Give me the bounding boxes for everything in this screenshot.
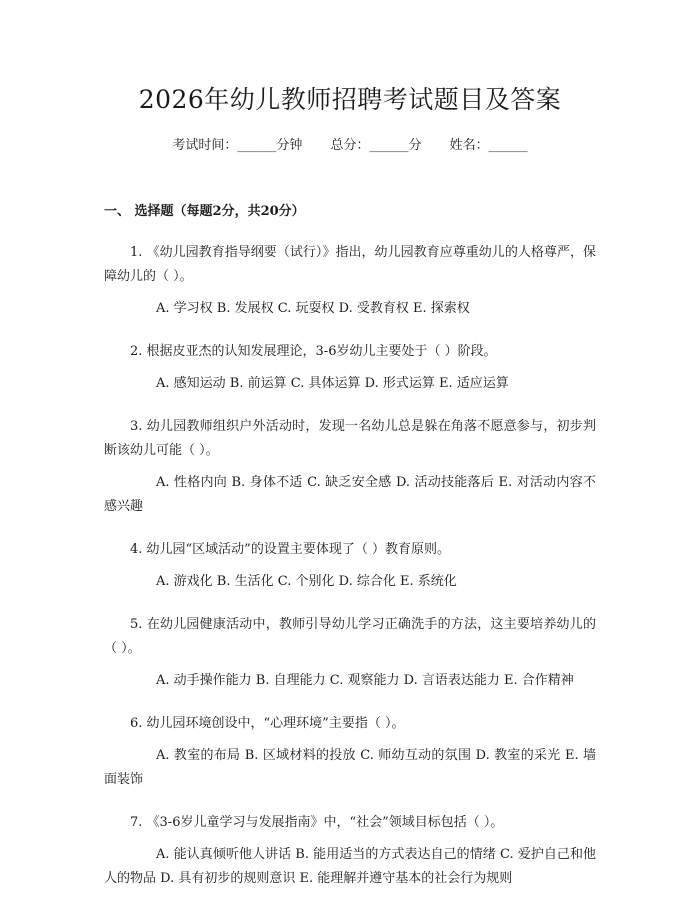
question-6: 6. 幼儿园环境创设中，“心理环境”主要指（ ）。 bbox=[130, 716, 405, 731]
exam-time-field: 考试时间：______分钟 bbox=[172, 138, 303, 153]
question-4: 4. 幼儿园“区域活动”的设置主要体现了（ ）教育原则。 bbox=[130, 542, 450, 557]
question-5: 5. 在幼儿园健康活动中，教师引导幼儿学习正确洗手的方法，这主要培养幼儿的（ ）。 bbox=[104, 617, 596, 656]
question-5-options: A. 动手操作能力 B. 自理能力 C. 观察能力 D. 言语表达能力 E. 合作精神 bbox=[156, 673, 574, 688]
question-1-options: A. 学习权 B. 发展权 C. 玩耍权 D. 受教育权 E. 探索权 bbox=[156, 301, 470, 316]
question-2: 2. 根据皮亚杰的认知发展理论，3-6岁幼儿主要处于（ ）阶段。 bbox=[130, 344, 497, 359]
student-name-field: 姓名：______ bbox=[449, 138, 528, 153]
question-1: 1. 《幼儿园教育指导纲要（试行）》指出，幼儿园教育应尊重幼儿的人格尊严，保障幼儿的（ ）。 bbox=[104, 245, 596, 284]
section-heading: 一、 选择题（每题2分，共20分） bbox=[104, 204, 305, 219]
question-6-options: A. 教室的布局 B. 区域材料的投放 C. 师幼互动的氛围 D. 教室的采光 E. 墙面装饰 bbox=[104, 748, 596, 787]
exam-meta bbox=[104, 136, 596, 156]
question-3: 3. 幼儿园教师组织户外活动时，发现一名幼儿总是躲在角落不愿意参与，初步判断该幼儿可能（ ）。 bbox=[104, 419, 596, 458]
question-7: 7. 《3-6岁儿童学习与发展指南》中，“社会”领域目标包括（ ）。 bbox=[130, 815, 504, 830]
question-3-options: A. 性格内向 B. 身体不适 C. 缺乏安全感 D. 活动技能落后 E. 对活动内容不感兴趣 bbox=[104, 475, 596, 514]
question-7-options: A. 能认真倾听他人讲话 B. 能用适当的方式表达自己的情绪 C. 爱护自己和他人的物品 D. 具有初步的规则意识 E. 能理解并遵守基本的社会行为规则 bbox=[104, 847, 596, 886]
page-title: 2026年幼儿教师招聘考试题目及答案 bbox=[138, 85, 562, 114]
total-score-field: 总分：______分 bbox=[330, 138, 422, 153]
question-4-options: A. 游戏化 B. 生活化 C. 个别化 D. 综合化 E. 系统化 bbox=[156, 574, 457, 589]
question-2-options: A. 感知运动 B. 前运算 C. 具体运算 D. 形式运算 E. 适应运算 bbox=[156, 376, 509, 391]
